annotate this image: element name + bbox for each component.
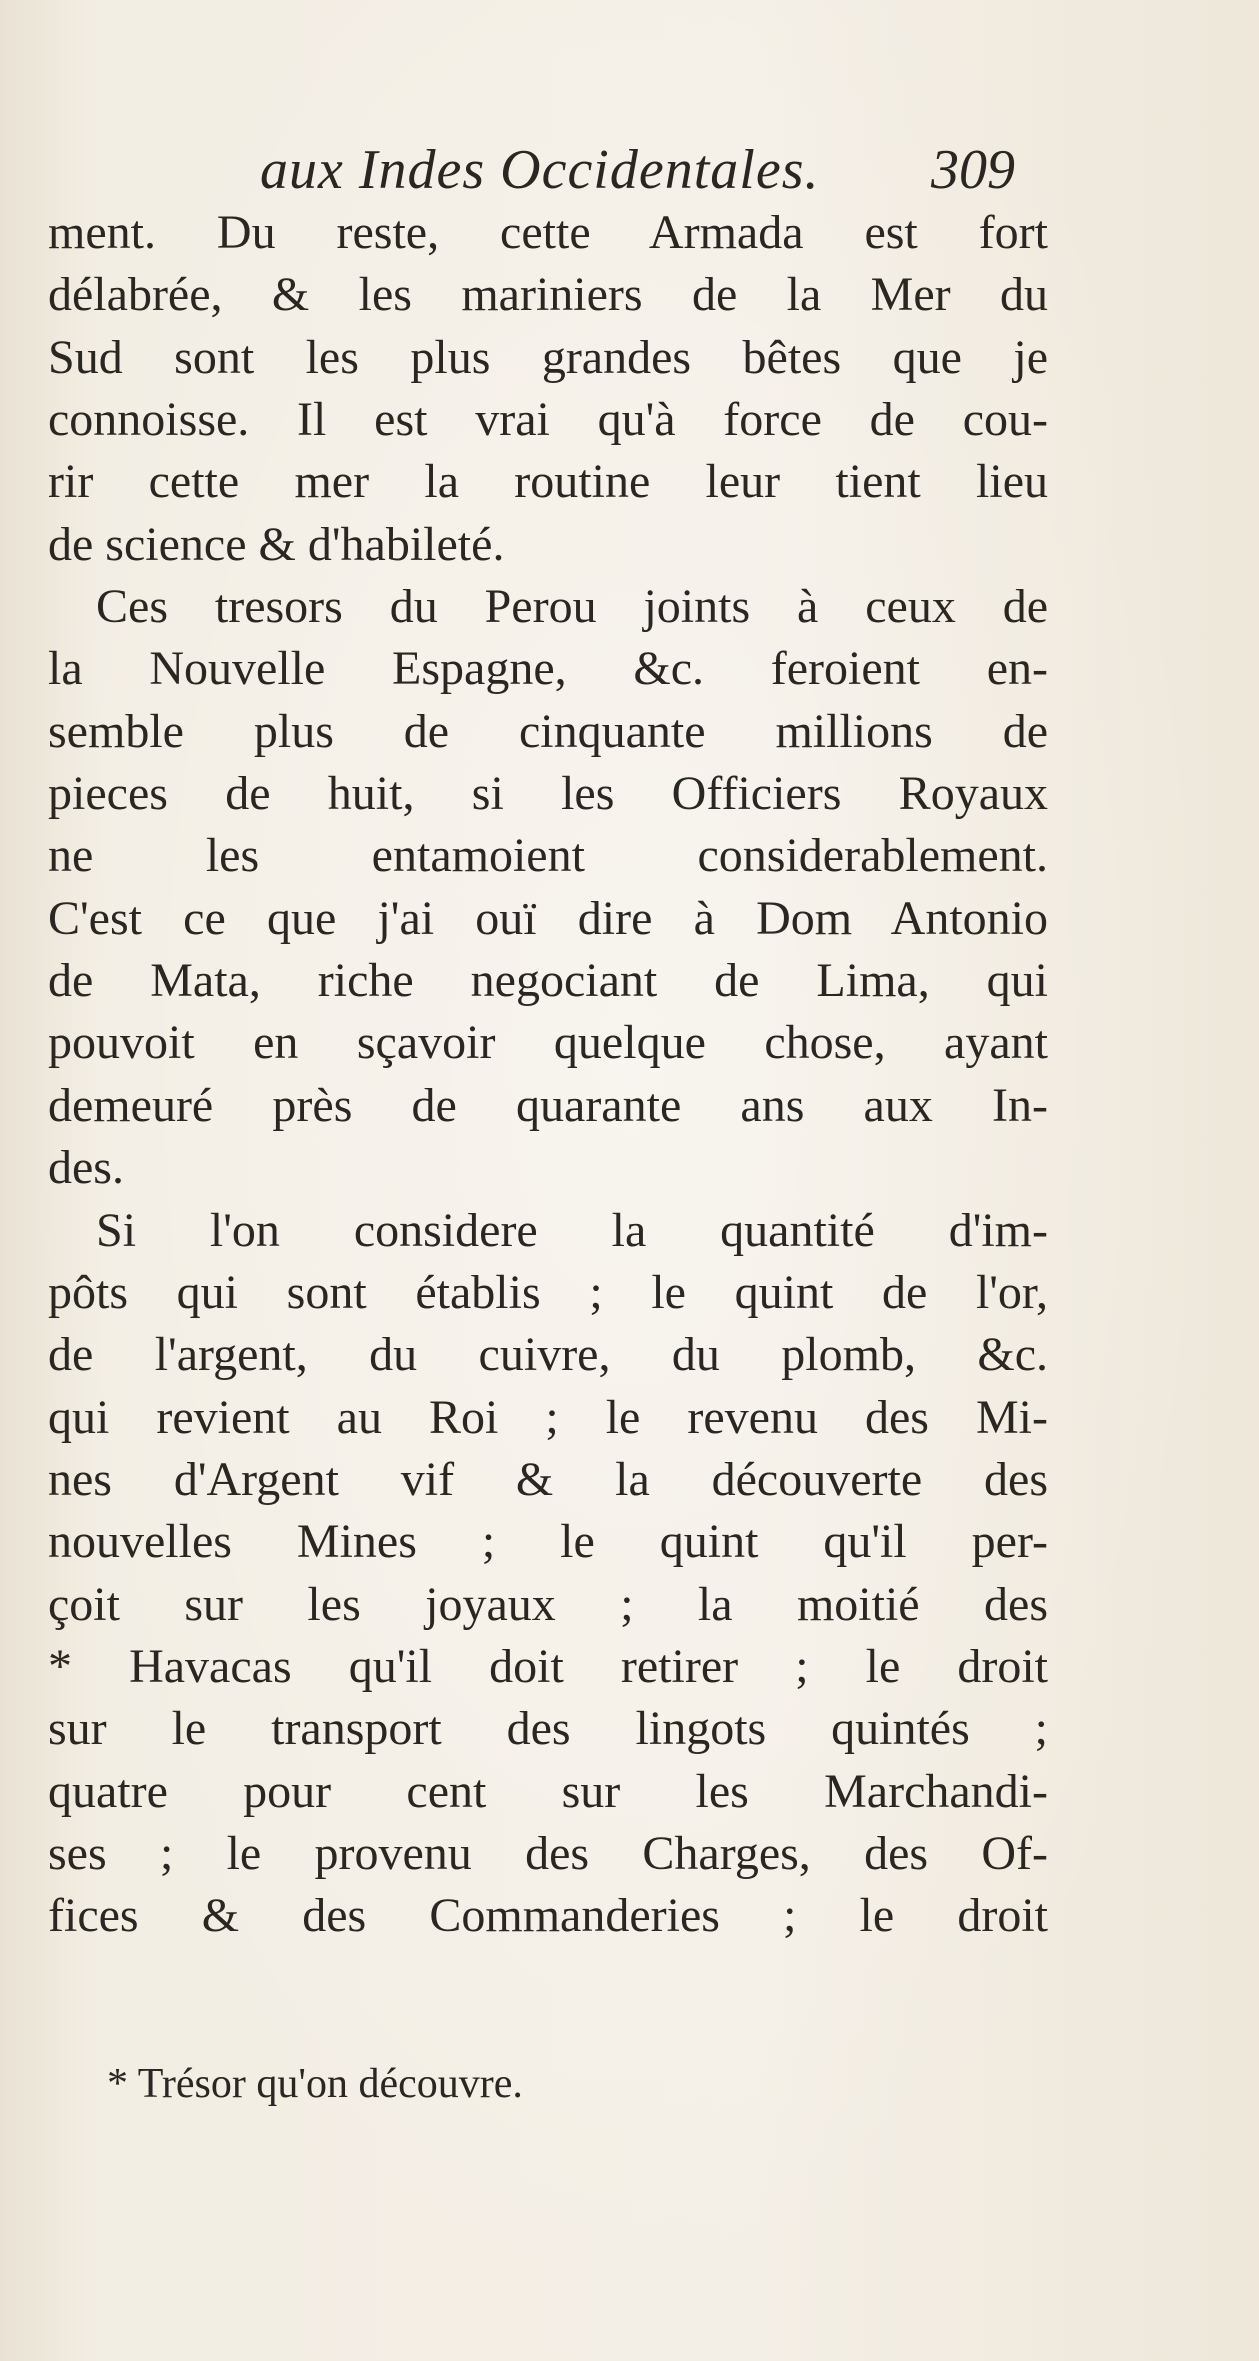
text-line: ne les entamoient considerablement.	[48, 829, 1048, 883]
text-line: rir cette mer la routine leur tient lieu	[48, 455, 1048, 509]
text-line: de science & d'habileté.	[48, 517, 505, 571]
text-line: çoit sur les joyaux ; la moitié des	[48, 1577, 1048, 1631]
body-text	[48, 202, 1048, 1948]
text-line: pôts qui sont établis ; le quint de l'or,	[48, 1265, 1048, 1319]
page-header	[48, 138, 1048, 208]
text-line: délabrée, & les mariniers de la Mer du	[48, 268, 1048, 322]
running-title: aux Indes Occidentales.	[260, 139, 820, 201]
text-line: ses ; le provenu des Charges, des Of-	[48, 1826, 1048, 1880]
text-line: sur le transport des lingots quintés ;	[48, 1702, 1048, 1756]
text-line: demeuré près de quarante ans aux In-	[48, 1078, 1048, 1132]
text-line: des.	[48, 1141, 124, 1195]
text-line: semble plus de cinquante millions de	[48, 704, 1048, 758]
text-line: de l'argent, du cuivre, du plomb, &c.	[48, 1328, 1048, 1382]
text-line: Sud sont les plus grandes bêtes que je	[48, 330, 1048, 384]
footnote: * Trésor qu'on découvre.	[107, 2061, 523, 2107]
text-line: Si l'on considere la quantité d'im-	[96, 1203, 1048, 1257]
text-line: Ces tresors du Perou joints à ceux de	[96, 580, 1048, 634]
text-line: ment. Du reste, cette Armada est fort	[48, 206, 1048, 259]
text-line: pieces de huit, si les Officiers Royaux	[48, 767, 1048, 821]
text-line: qui revient au Roi ; le revenu des Mi-	[48, 1390, 1048, 1444]
text-line: fices & des Commanderies ; le droit	[48, 1889, 1048, 1943]
text-line: * Havacas qu'il doit retirer ; le droit	[48, 1639, 1048, 1693]
text-line: de Mata, riche negociant de Lima, qui	[48, 954, 1048, 1008]
text-line: pouvoit en sçavoir quelque chose, ayant	[48, 1016, 1048, 1070]
text-line: nouvelles Mines ; le quint qu'il per-	[48, 1515, 1048, 1569]
text-line: la Nouvelle Espagne, &c. feroient en-	[48, 642, 1048, 696]
text-line: C'est ce que j'ai ouï dire à Dom Antonio	[48, 891, 1048, 945]
text-line: connoisse. Il est vrai qu'à force de cou-	[48, 393, 1048, 447]
text-line: nes d'Argent vif & la découverte des	[48, 1452, 1048, 1506]
text-line: quatre pour cent sur les Marchandi-	[48, 1764, 1048, 1818]
page-number: 309	[931, 139, 1015, 201]
